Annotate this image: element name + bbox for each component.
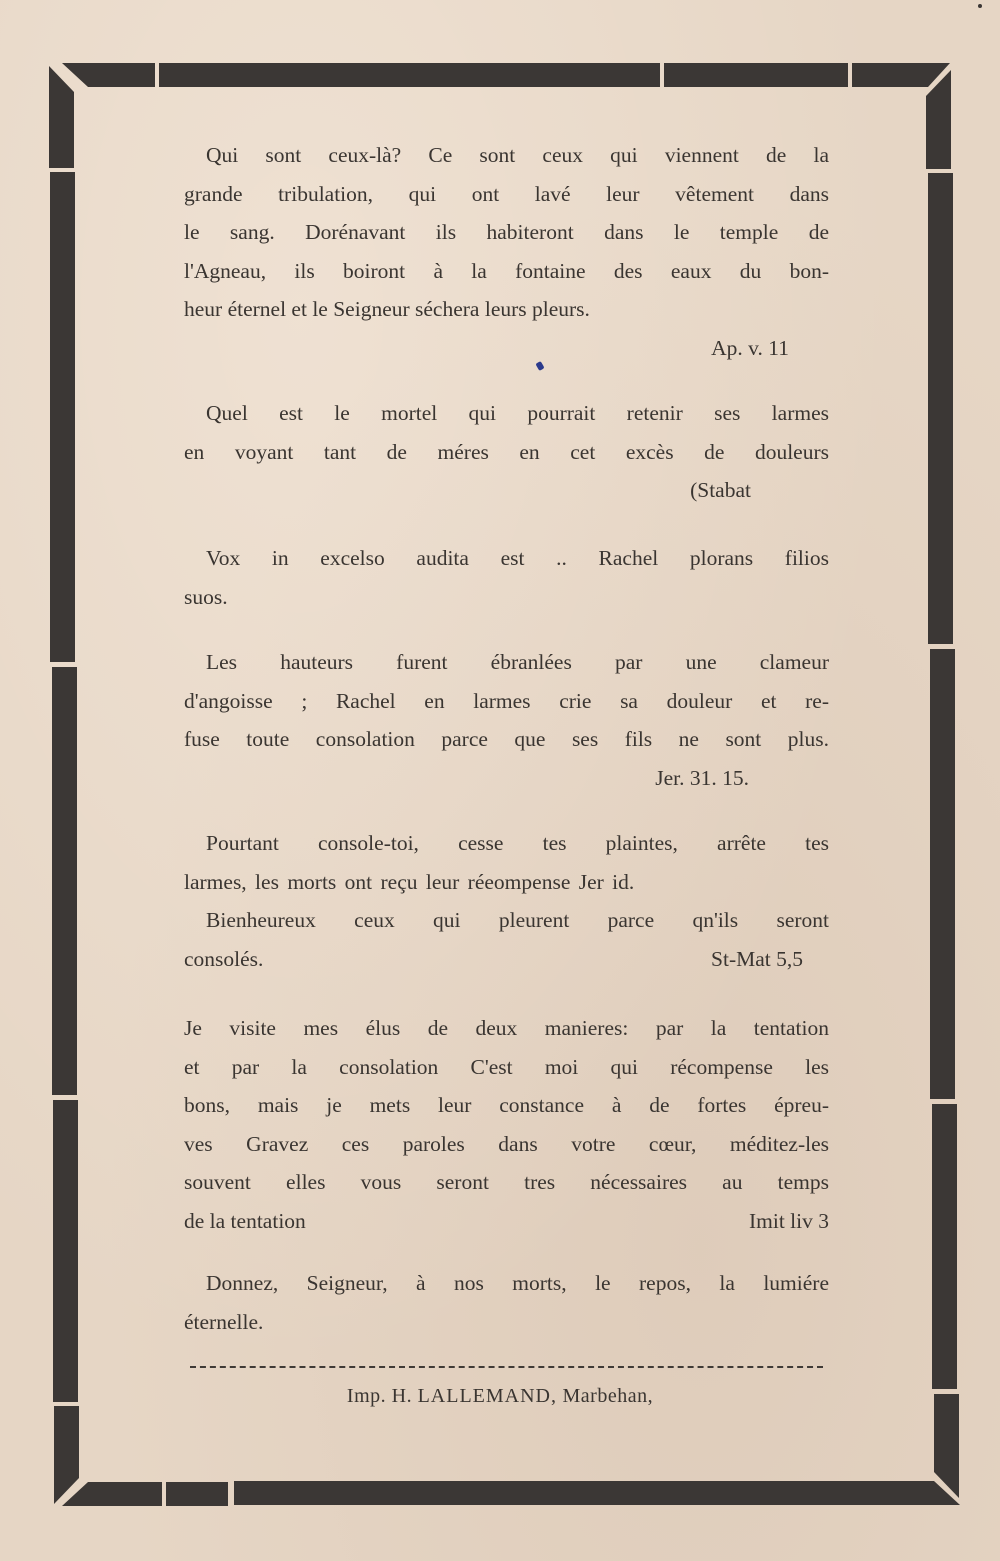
- text-line: bons, mais je mets leur constance à de fortes épreu-: [184, 1093, 829, 1118]
- border-bottom-segment: [166, 1482, 228, 1506]
- text-line: de la tentation: [184, 1208, 306, 1233]
- text-line: Donnez, Seigneur, à nos morts, le repos, la lumiére: [206, 1271, 829, 1295]
- border-left-segment: [54, 1406, 79, 1504]
- scripture-reference: St-Mat 5,5: [711, 946, 803, 971]
- text-line: fuse toute consolation parce que ses fils ne sont plus.: [184, 727, 829, 752]
- text-line: ves Gravez ces paroles dans votre cœur, méditez-les: [184, 1131, 829, 1156]
- border-right-segment: [928, 173, 953, 644]
- text-line: éternelle.: [184, 1309, 264, 1334]
- imprint-printer-name: LALLEMAND,: [417, 1385, 558, 1407]
- paragraph-jeremiah: [184, 643, 829, 797]
- border-right-segment: [934, 1394, 959, 1498]
- paragraph-console-toi: [184, 824, 829, 978]
- text-line: Les hauteurs furent ébranlées par une clameur: [206, 650, 829, 674]
- text-line: Qui sont ceux-là? Ce sont ceux qui viennent de la: [206, 143, 829, 167]
- text-line: larmes, les morts ont reçu leur réeompense Jer id.: [184, 869, 635, 894]
- text-line: souvent elles vous seront tres nécessaires au temps: [184, 1170, 829, 1195]
- border-left-segment: [50, 172, 75, 662]
- border-top-segment: [159, 63, 660, 87]
- text-line: Pourtant console-toi, cesse tes plaintes, arrête tes: [206, 831, 829, 855]
- text-line: suos.: [184, 584, 228, 609]
- text-line: d'angoisse ; Rachel en larmes crie sa douleur et re-: [184, 688, 829, 713]
- text-line: le sang. Dorénavant ils habiteront dans le temple de: [184, 220, 829, 245]
- imprint-place: Marbehan,: [562, 1385, 654, 1407]
- text-line: heur éternel et le Seigneur séchera leurs pleurs.: [184, 297, 590, 322]
- text-line: Je visite mes élus de deux manieres: par la tentation: [184, 1016, 829, 1040]
- border-right-segment: [932, 1104, 957, 1389]
- text-line: l'Agneau, ils boiront à la fontaine des eaux du bon-: [184, 258, 829, 283]
- border-top-segment: [664, 63, 848, 87]
- border-left-segment: [52, 667, 77, 1095]
- scripture-reference: Jer. 31. 15.: [655, 765, 749, 790]
- paragraph-apocalypse: [184, 136, 829, 368]
- border-left-segment: [49, 66, 74, 168]
- border-left-segment: [53, 1100, 78, 1402]
- paragraph-stabat: [184, 394, 829, 510]
- scripture-reference: Ap. v. 11: [711, 335, 789, 360]
- paragraph-vox-in-excelso: [184, 539, 829, 616]
- text-line: et par la consolation C'est moi qui récompense les: [184, 1054, 829, 1079]
- paragraph-prayer: [184, 1264, 829, 1341]
- border-bottom-segment: [234, 1481, 960, 1505]
- paragraph-imitation: [184, 1009, 829, 1241]
- border-top-segment: [62, 63, 155, 87]
- text-line: Quel est le mortel qui pourrait retenir ses larmes: [206, 401, 829, 425]
- text-line: Bienheureux ceux qui pleurent parce qn'ils seront: [206, 908, 829, 933]
- border-bottom-segment: [62, 1482, 162, 1506]
- text-line: consolés.: [184, 946, 264, 971]
- dashed-divider: [190, 1366, 823, 1368]
- corner-dot: [978, 4, 982, 8]
- scripture-reference: (Stabat: [690, 478, 751, 503]
- border-right-segment: [930, 649, 955, 1099]
- scripture-reference: Imit liv 3: [748, 1208, 829, 1233]
- text-line: en voyant tant de méres en cet excès de douleurs: [184, 439, 829, 464]
- border-top-segment: [852, 63, 950, 87]
- imprint-prefix: Imp. H.: [346, 1385, 413, 1407]
- text-line: Vox in excelso audita est .. Rachel plorans filios: [206, 546, 829, 570]
- printer-imprint: [0, 1385, 1000, 1408]
- text-line: grande tribulation, qui ont lavé leur vêtement dans: [184, 181, 829, 206]
